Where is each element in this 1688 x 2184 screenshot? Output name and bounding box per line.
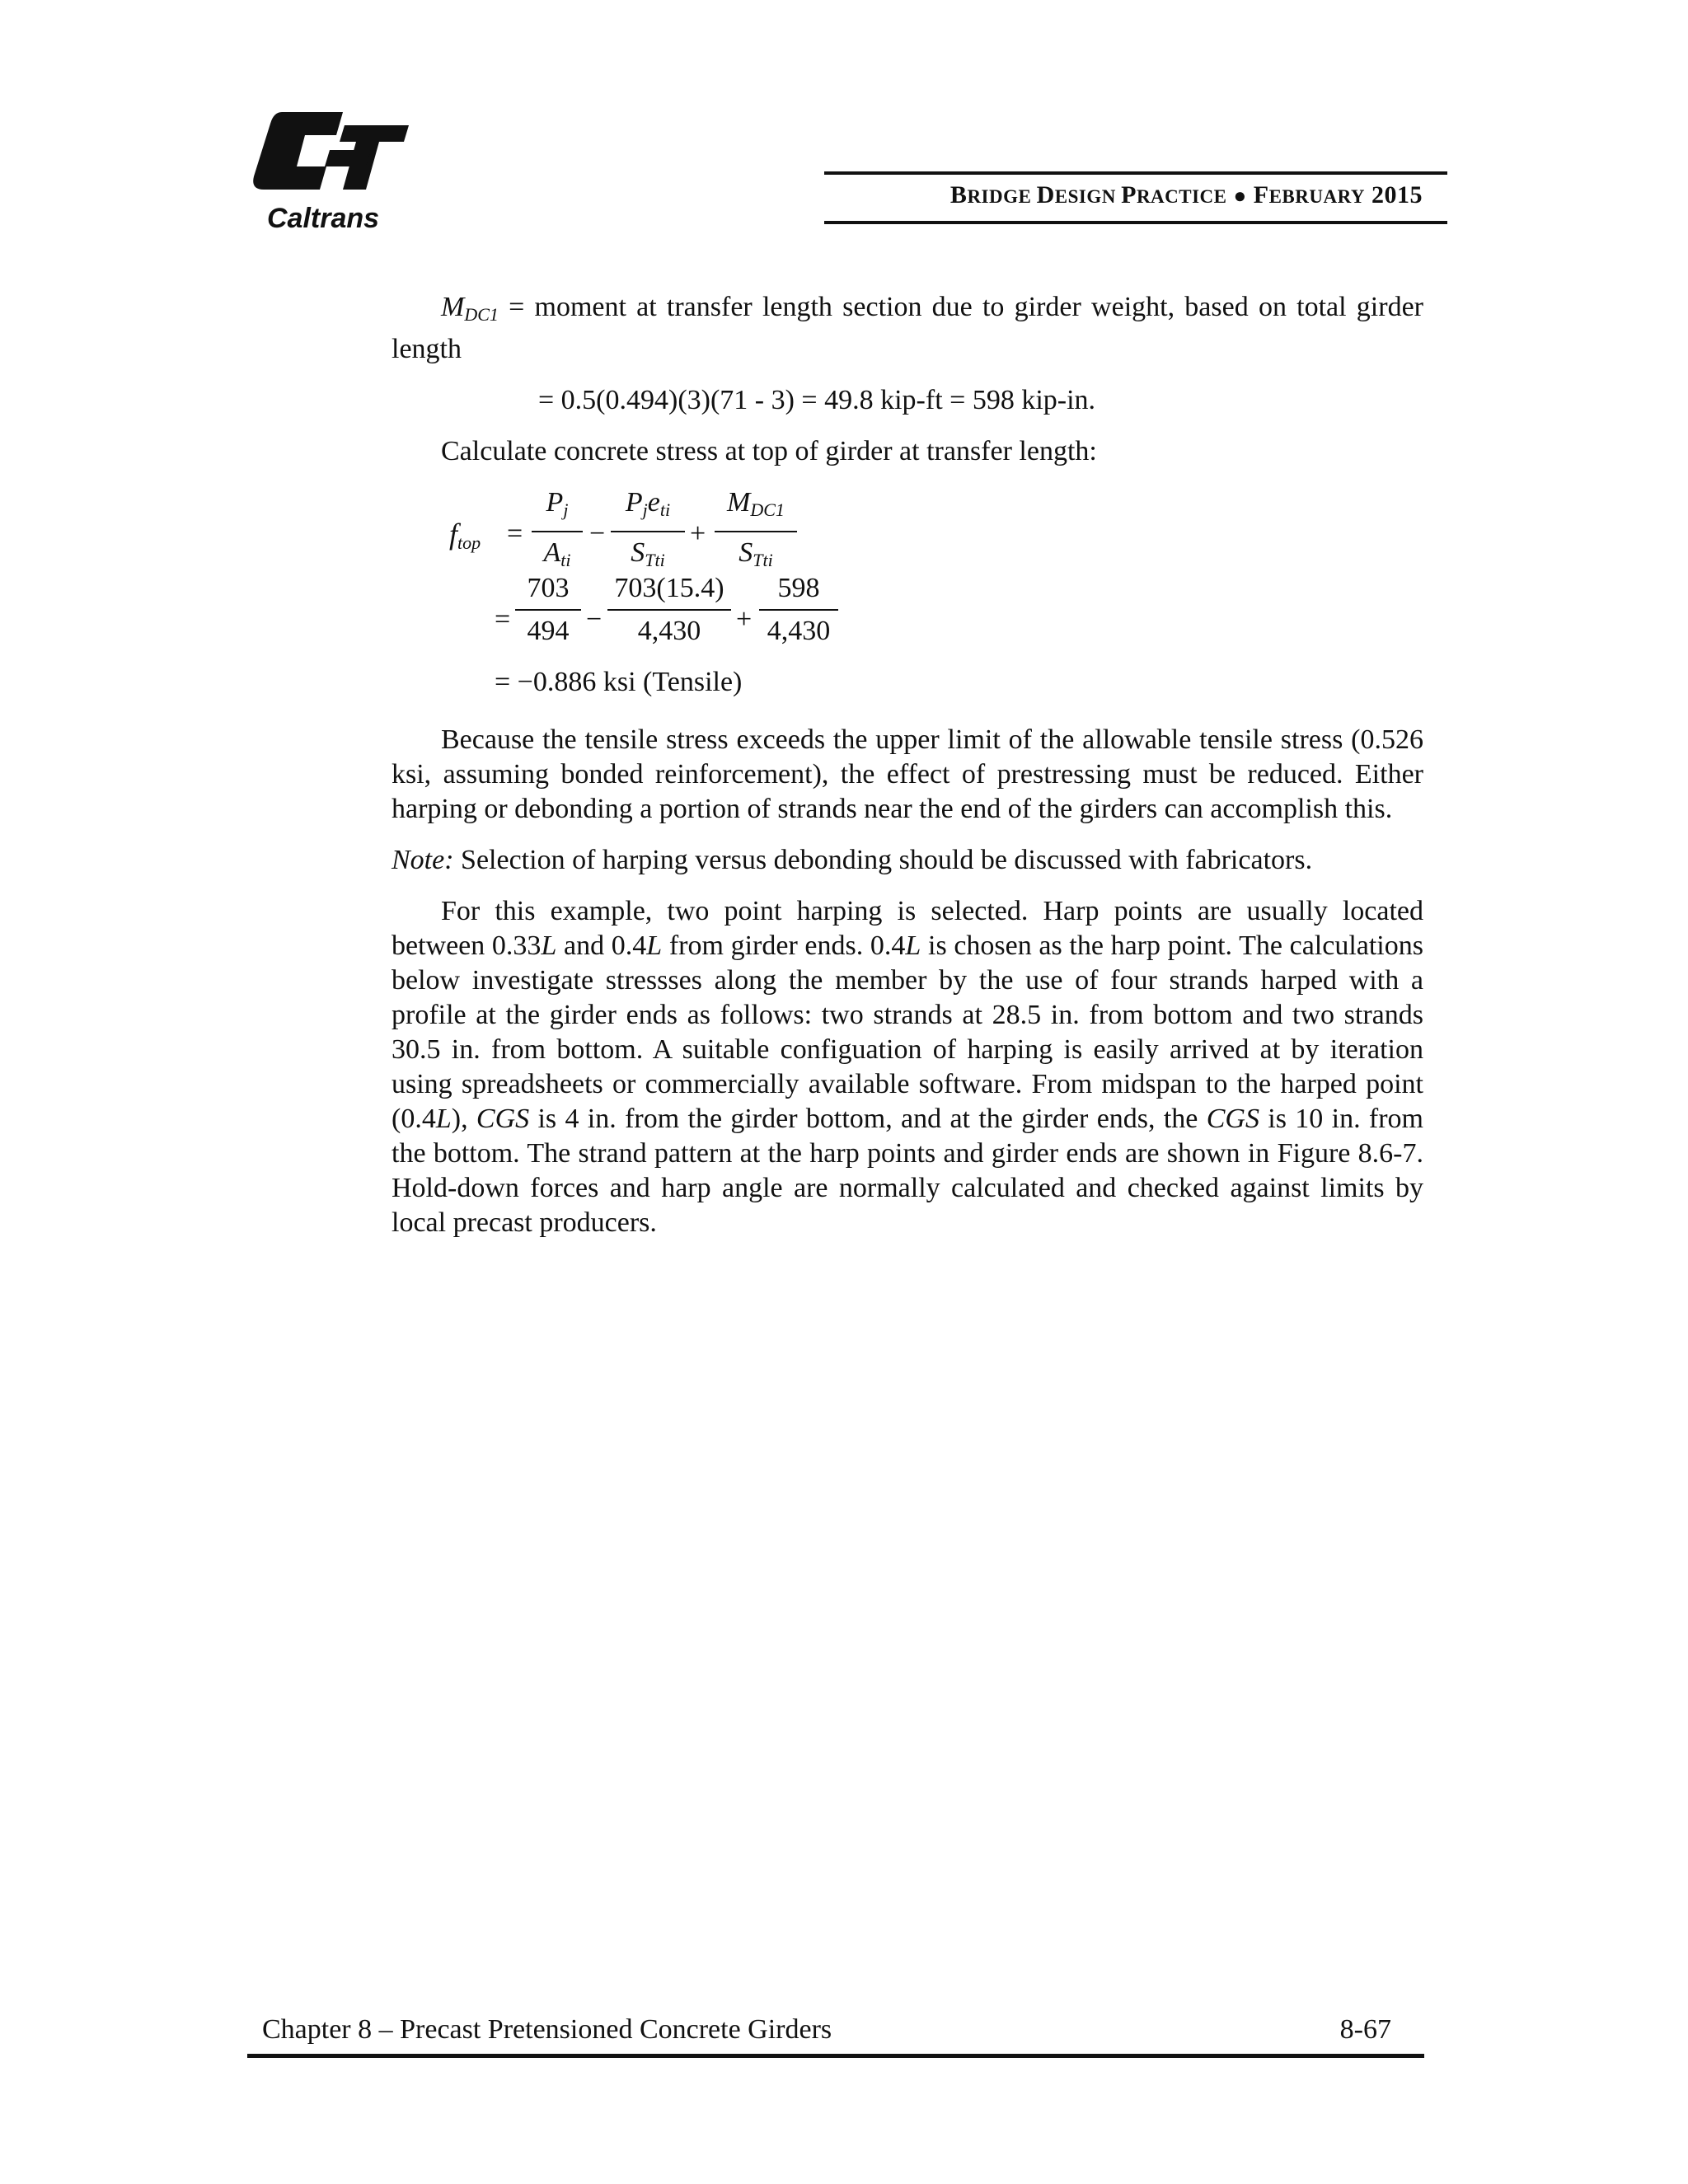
caltrans-logo-mark xyxy=(253,112,343,190)
mdc1-definition: $M_{DC1}$ = moment at transfer length section due to girder weight, based on total girder length xyxy=(392,292,1423,364)
bullet: ● xyxy=(1233,184,1247,208)
caltrans-wordmark: Caltrans xyxy=(267,203,380,234)
minus-sign: − xyxy=(589,518,606,549)
caltrans-logo xyxy=(247,105,417,236)
paragraph-tensile-stress: Because the tensile stress exceeds the upper limit of the allowable tensile stress (0.526 ksi, assuming bonded reinforcement), the effect of prestressing must be reduced. Either harping or debonding a portion of strands near the end of the girders can accomplish this. xyxy=(392,724,1423,824)
fraction-598-4430: 598 4,430 xyxy=(759,571,838,649)
page-number: 8-67 xyxy=(1339,2014,1391,2045)
page-header xyxy=(824,171,1447,224)
intro-text: Calculate concrete stress at top of girder at transfer length: xyxy=(441,436,1097,466)
formula-result: = −0.886 ksi (Tensile) xyxy=(495,667,743,697)
chapter-title: Chapter 8 – Precast Pretensioned Concrete Girders xyxy=(262,2014,832,2045)
fraction-pj-ati: $P_j$ $A_{ti}$ xyxy=(532,485,583,578)
top-stress-formula xyxy=(392,485,1423,706)
page-footer xyxy=(247,2014,1424,2058)
note: Note: Selection of harping versus debonding should be discussed with fabricators. xyxy=(392,845,1313,875)
paragraph-harping: For this example, two point harping is selected. Harp points are usually located between 0.33L and 0.4L from girder ends. 0.4L is chosen as the harp point. The calculations below investigate stressses along the member by the use of four strands harped with a profile at the girder ends as follows: two strands at 28.5 in. from bottom and two strands 30.5 in. from bottom. A suitable configuation of harping is easily arrived at by iteration using spreadsheets or commercially available software. From midspan to the harped point (0.4L), CGS is 4 in. from the girder bottom, and at the girder ends, the CGS is 10 in. from the bottom. The strand pattern at the harp points and girder ends are shown in Figure 8.6-7. Hold-down forces and harp angle are normally calculated and checked against limits by local precast producers. xyxy=(392,896,1423,1238)
fraction-703-494: 703 494 xyxy=(515,571,581,649)
page-body xyxy=(392,290,1423,1257)
formula-lhs: $f_{top}$ xyxy=(449,518,481,553)
mdc1-calculation: = 0.5(0.494)(3)(71 - 3) = 49.8 kip-ft = 598 kip-in. xyxy=(538,385,1096,415)
minus-sign: − xyxy=(586,604,603,635)
equals-sign: = xyxy=(495,604,511,635)
fraction-703-15-4-4430: 703(15.4) 4,430 xyxy=(607,571,731,649)
fraction-mdc1-stti: $M_{DC1}$ $S_{Tti}$ xyxy=(715,485,797,578)
equals-sign: = xyxy=(507,518,523,549)
publication-title: BRIDGE DESIGN PRACTICE ● FEBRUARY 2015 xyxy=(950,181,1423,209)
fraction-pjeti-stti: $P_je_{ti}$ $S_{Tti}$ xyxy=(611,485,685,578)
plus-sign: + xyxy=(690,518,706,549)
plus-sign: + xyxy=(736,604,753,635)
